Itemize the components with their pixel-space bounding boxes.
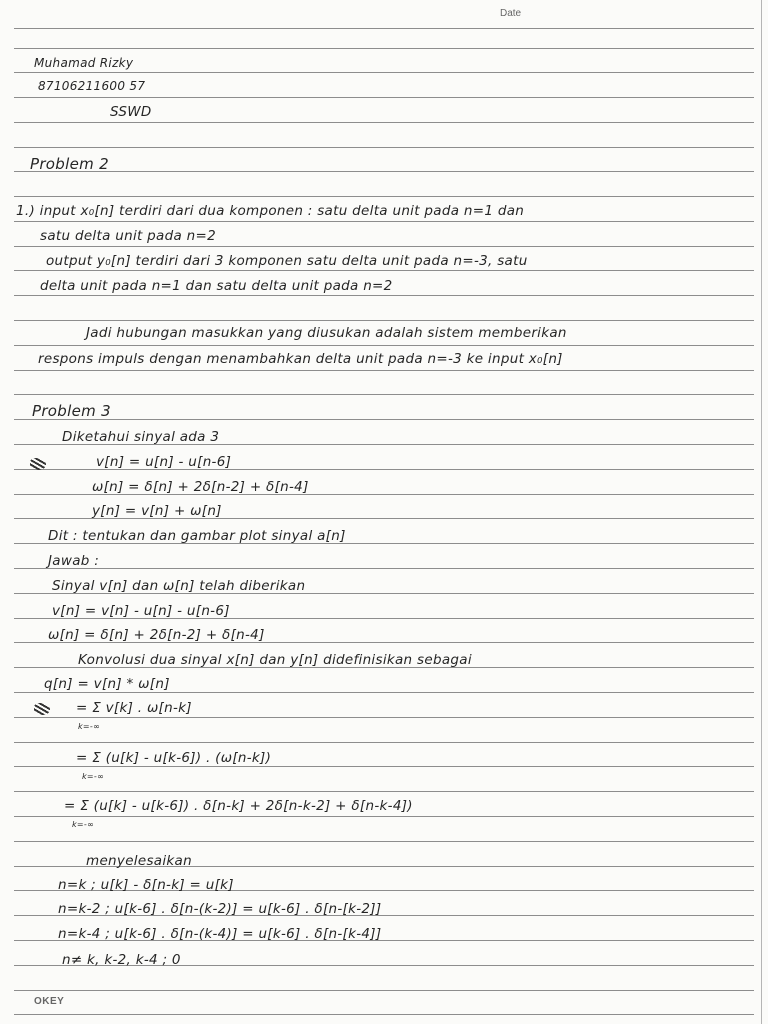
problem3-line: n≠ k, k-2, k-4 ; 0: [62, 952, 181, 968]
problem3-line: Dit : tentukan dan gambar plot sinyal a[n]: [48, 528, 346, 544]
page-edge: [761, 0, 762, 1024]
problem3-line: Konvolusi dua sinyal x[n] dan y[n] didefinisikan sebagai: [78, 652, 472, 668]
student-id: 87106211600 57: [38, 79, 146, 93]
problem3-line: n=k-4 ; u[k-6] . δ[n-(k-4)] = u[k-6] . δ[n-[k-4]]: [58, 926, 382, 942]
problem3-line: Diketahui sinyal ada 3: [62, 429, 220, 445]
date-label: Date: [500, 8, 522, 19]
problem3-title: Problem 3: [32, 402, 111, 420]
problem3-line: v[n] = v[n] - u[n] - u[n-6]: [52, 603, 230, 619]
sum-index: k=-∞: [78, 722, 101, 731]
problem3-line: y[n] = v[n] + ω[n]: [92, 503, 222, 519]
problem3-line: = Σ v[k] . ω[n-k]: [76, 700, 192, 716]
problem2-title: Problem 2: [30, 155, 109, 173]
problem3-line: q[n] = v[n] * ω[n]: [44, 676, 170, 692]
notebook-brand-logo: OKEY: [34, 996, 65, 1007]
sum-index: k=-∞: [72, 820, 95, 829]
problem3-line: ω[n] = δ[n] + 2δ[n-2] + δ[n-4]: [48, 627, 265, 643]
problem3-line: n=k-2 ; u[k-6] . δ[n-(k-2)] = u[k-6] . δ[n-[k-2]]: [58, 901, 382, 917]
problem3-line: n=k ; u[k] - δ[n-k] = u[k]: [58, 877, 234, 893]
student-name: Muhamad Rizky: [34, 56, 134, 70]
problem3-line: = Σ (u[k] - u[k-6]) . δ[n-k] + 2δ[n-k-2] + δ[n-k-4]): [64, 798, 413, 814]
problem2-line: delta unit pada n=1 dan satu delta unit pada n=2: [40, 278, 393, 294]
problem3-line: = Σ (u[k] - u[k-6]) . (ω[n-k]): [76, 750, 272, 766]
problem2-line: output y₀[n] terdiri dari 3 komponen satu delta unit pada n=-3, satu: [46, 253, 528, 269]
scribble-mark: [34, 703, 50, 715]
problem2-line: respons impuls dengan menambahkan delta unit pada n=-3 ke input x₀[n]: [38, 351, 563, 367]
problem2-line: Jadi hubungan masukkan yang diusukan adalah sistem memberikan: [86, 325, 567, 341]
problem3-line: Jawab :: [48, 553, 100, 569]
problem3-line: v[n] = u[n] - u[n-6]: [96, 454, 232, 470]
problem3-line: ω[n] = δ[n] + 2δ[n-2] + δ[n-4]: [92, 479, 309, 495]
problem2-line: 1.) input x₀[n] terdiri dari dua komponen : satu delta unit pada n=1 dan: [16, 203, 525, 219]
problem3-line: Sinyal v[n] dan ω[n] telah diberikan: [52, 578, 306, 594]
problem2-line: satu delta unit pada n=2: [40, 228, 217, 244]
sum-index: k=-∞: [82, 772, 105, 781]
course-code: SSWD: [110, 104, 152, 120]
scribble-mark: [30, 458, 46, 470]
problem3-line: menyelesaikan: [86, 853, 192, 869]
